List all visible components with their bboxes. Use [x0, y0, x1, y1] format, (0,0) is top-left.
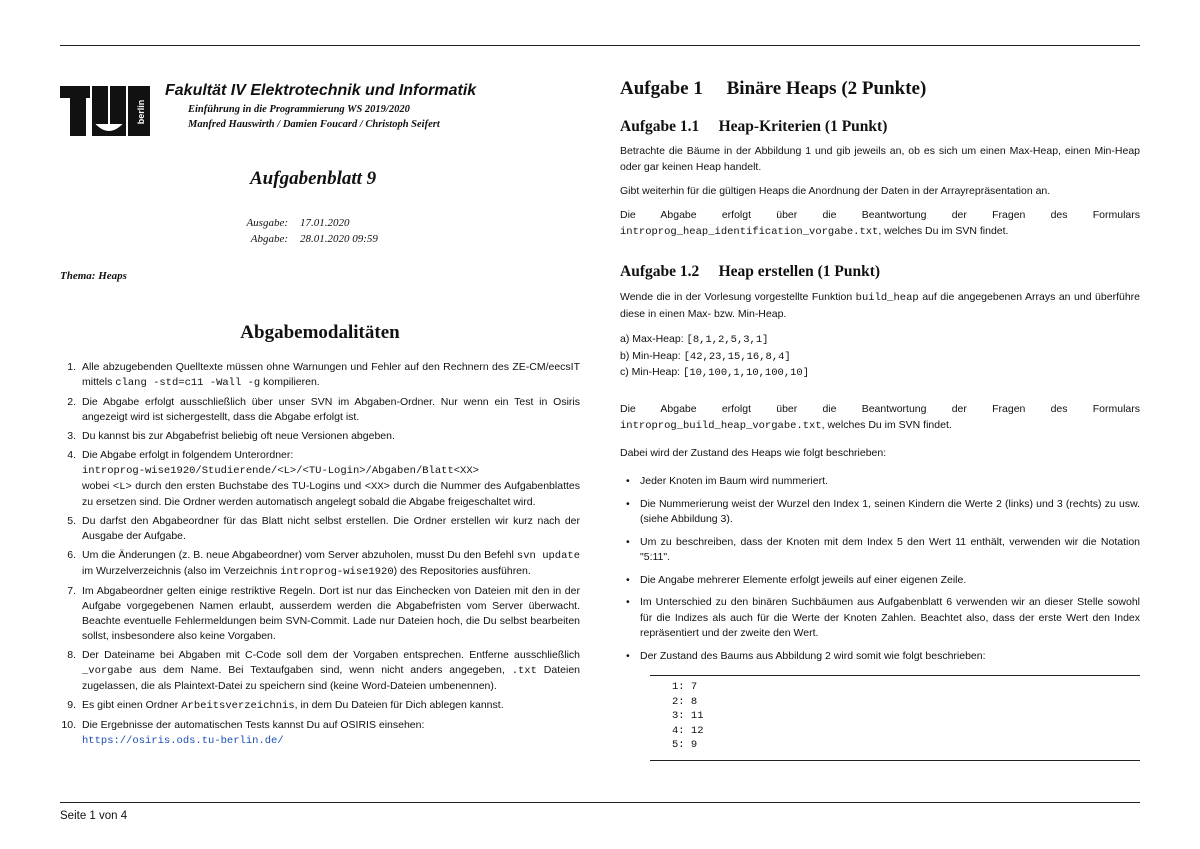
list-item: • Um zu beschreiben, dass der Knoten mit dem Index 5 den Wert 11 enthält, verwenden wir die Notation "5:11". — [620, 535, 1140, 566]
osiris-link[interactable]: https://osiris.ods.tu-berlin.de/ — [82, 735, 284, 747]
subtask-2-title: Aufgabe 1.2 Heap erstellen (1 Punkt) — [620, 263, 881, 280]
modalities-list — [60, 360, 580, 753]
logo-text: berlin — [136, 99, 146, 125]
task-title: Aufgabe 1 Binäre Heaps (2 Punkte) — [620, 78, 927, 99]
list-item: • Jeder Knoten im Baum wird nummeriert. — [620, 474, 1140, 490]
subtask-1-paragraph-2: Gibt weiterhin für die gültigen Heaps die Anordnung der Daten in der Arrayrepräsentation an. — [620, 185, 1051, 197]
list-item: b) Min-Heap: [42,23,15,16,8,4] — [620, 349, 791, 363]
code-line: 1: 7 — [672, 681, 698, 693]
subtask-1-paragraph-3: Die Abgabe erfolgt über die Beantwortung der Fragen des Formulars introprog_heap_identification_vorgabe.txt, welches Du im SVN findet. — [620, 209, 1140, 238]
list-item: a) Max-Heap: [8,1,2,5,3,1] — [620, 333, 769, 346]
sheet-title: Aufgabenblatt 9 — [250, 168, 377, 189]
course-name: Einführung in die Programmierung WS 2019/2020 — [188, 104, 410, 115]
code-line: 5: 9 — [672, 739, 698, 751]
list-item: 3. Du kannst bis zur Abgabefrist beliebig oft neue Versionen abgeben. — [67, 430, 395, 442]
list-item: 1. Alle abzugebenden Quelltexte müssen ohne Warnungen und Fehler auf den Rechnern des ZE-CM/eecsIT mittels clang -std=c11 -Wall -g kompilieren. — [67, 361, 580, 389]
heap-notation-list — [620, 474, 1140, 671]
issue-date: 17.01.2020 — [300, 217, 350, 229]
page-number: Seite 1 von 4 — [60, 810, 128, 822]
list-item: • Die Nummerierung weist der Wurzel den Index 1, seinen Kindern die Werte 2 (links) und 3 (rechts) zu usw. (siehe Abbildung 3). — [620, 497, 1140, 528]
dates-block — [240, 215, 378, 247]
code-line: 4: 12 — [672, 724, 704, 737]
list-item: • Der Zustand des Baums aus Abbildung 2 wird somit wie folgt beschrieben: — [620, 649, 1140, 665]
top-rule — [60, 45, 1140, 46]
list-item: 6. Um die Änderungen (z. B. neue Abgabeordner) vom Server abzuholen, musst Du den Befehl svn update im Wurzelverzeichnis (also im Verzeichnis introprog-wise1920) des Repositories ausführen. — [67, 549, 581, 578]
theme: Thema: Heaps — [60, 270, 127, 282]
heap-state-code-block — [650, 675, 1140, 761]
faculty-title: Fakultät IV Elektrotechnik und Informatik — [165, 82, 477, 99]
bottom-rule — [60, 802, 1140, 803]
list-item: 7. Im Abgabeordner gelten einige restriktive Regeln. Dort ist nur das Einchecken von Dateien mit den in der Aufgabe vorgegebenen Namen erlaubt, ausserdem werden die Abgabefristen vom Server überwacht. Beachte eventuelle Fehlermeldungen beim SVN-Commit. Lade nur Dateien hoch, die Du selbst bearbeiten sollst, insbesondere also keine Vorgaben. — [67, 585, 580, 642]
subtask-1-title: Aufgabe 1.1 Heap-Kriterien (1 Punkt) — [620, 118, 888, 135]
list-item: 9. Es gibt einen Ordner Arbeitsverzeichnis, in dem Du Dateien für Dich ablegen kannst. — [67, 699, 504, 712]
subtask-2-paragraph-1: Wende die in der Vorlesung vorgestellte Funktion build_heap auf die angegebenen Arrays an und überführe diese in einen Max- bzw. Min-Heap. — [620, 291, 1140, 320]
subtask-2-paragraph-2: Die Abgabe erfolgt über die Beantwortung der Fragen des Formulars introprog_build_heap_vorgabe.txt, welches Du im SVN findet. — [620, 403, 1140, 432]
code-line: 2: 8 — [672, 695, 698, 708]
issue-label: Ausgabe: — [246, 217, 288, 229]
list-item: • Die Angabe mehrerer Elemente erfolgt jeweils auf einer eigenen Zeile. — [620, 573, 1140, 589]
due-label: Abgabe: — [250, 233, 288, 245]
tu-berlin-logo-icon — [60, 80, 152, 138]
subtask-2-paragraph-3: Dabei wird der Zustand des Heaps wie folgt beschrieben: — [620, 447, 887, 459]
list-item: 5. Du darfst den Abgabeordner für das Blatt nicht selbst erstellen. Die Ordner erstellen wir kurz nach der Ausgabe der Aufgabe. — [67, 515, 580, 542]
list-item: 2. Die Abgabe erfolgt ausschließlich über unser SVN im Abgaben-Ordner. Nur wenn ein Test in Osiris angezeigt wird ist sichergestellt, dass die Abgabe erfolgt ist. — [67, 396, 580, 423]
list-item: 8. Der Dateiname bei Abgaben mit C-Code soll dem der Vorgaben entsprechen. Entferne ausschließlich _vorgabe aus dem Name. Bei Textaufgaben sind, wenn nicht anders angegeben, .txt Dateien zugelassen, die als Plaintext-Datei zu speichern sind (keine Word-Dateien umbenennen). — [67, 649, 580, 692]
code-line: 3: 11 — [672, 710, 704, 722]
list-item: • Im Unterschied zu den binären Suchbäumen aus Aufgabenblatt 6 verwenden wir an dieser Stelle sowohl für die Indizes als auch für die Werte der Knoten Zahlen. Beachtet also, dass der erste Wert den Index repräsentiert und der zweite den Wert. — [620, 595, 1140, 642]
subtask-1-paragraph-1: Betrachte die Bäume in der Abbildung 1 und gib jeweils an, ob es sich um einen Max-Heap, einen Min-Heap oder gar keinen Heap handelt. — [620, 145, 1140, 173]
due-date: 28.01.2020 09:59 — [300, 233, 378, 245]
authors: Manfred Hauswirth / Damien Foucard / Christoph Seifert — [188, 119, 440, 130]
list-item: c) Min-Heap: [10,100,1,10,100,10] — [620, 366, 810, 379]
modalities-title: Abgabemodalitäten — [240, 322, 400, 343]
arrays-list — [620, 332, 809, 382]
list-item: 4. Die Abgabe erfolgt in folgendem Unterordner: introprog-wise1920/Studierende/<L>/<TU-Login>/Abgaben/Blatt<XX> wobei <L> durch den ersten Buchstabe des TU-Logins und <XX> durch die Nummer des Aufgabenblattes zu ersetzen sind. Die Ordner werden automatisch angelegt sobald die Abgabe freigeschaltet wird. — [67, 449, 580, 508]
list-item: 10. Die Ergebnisse der automatischen Tests kannst Du auf OSIRIS einsehen: https://osiris.ods.tu-berlin.de/ — [61, 719, 425, 747]
